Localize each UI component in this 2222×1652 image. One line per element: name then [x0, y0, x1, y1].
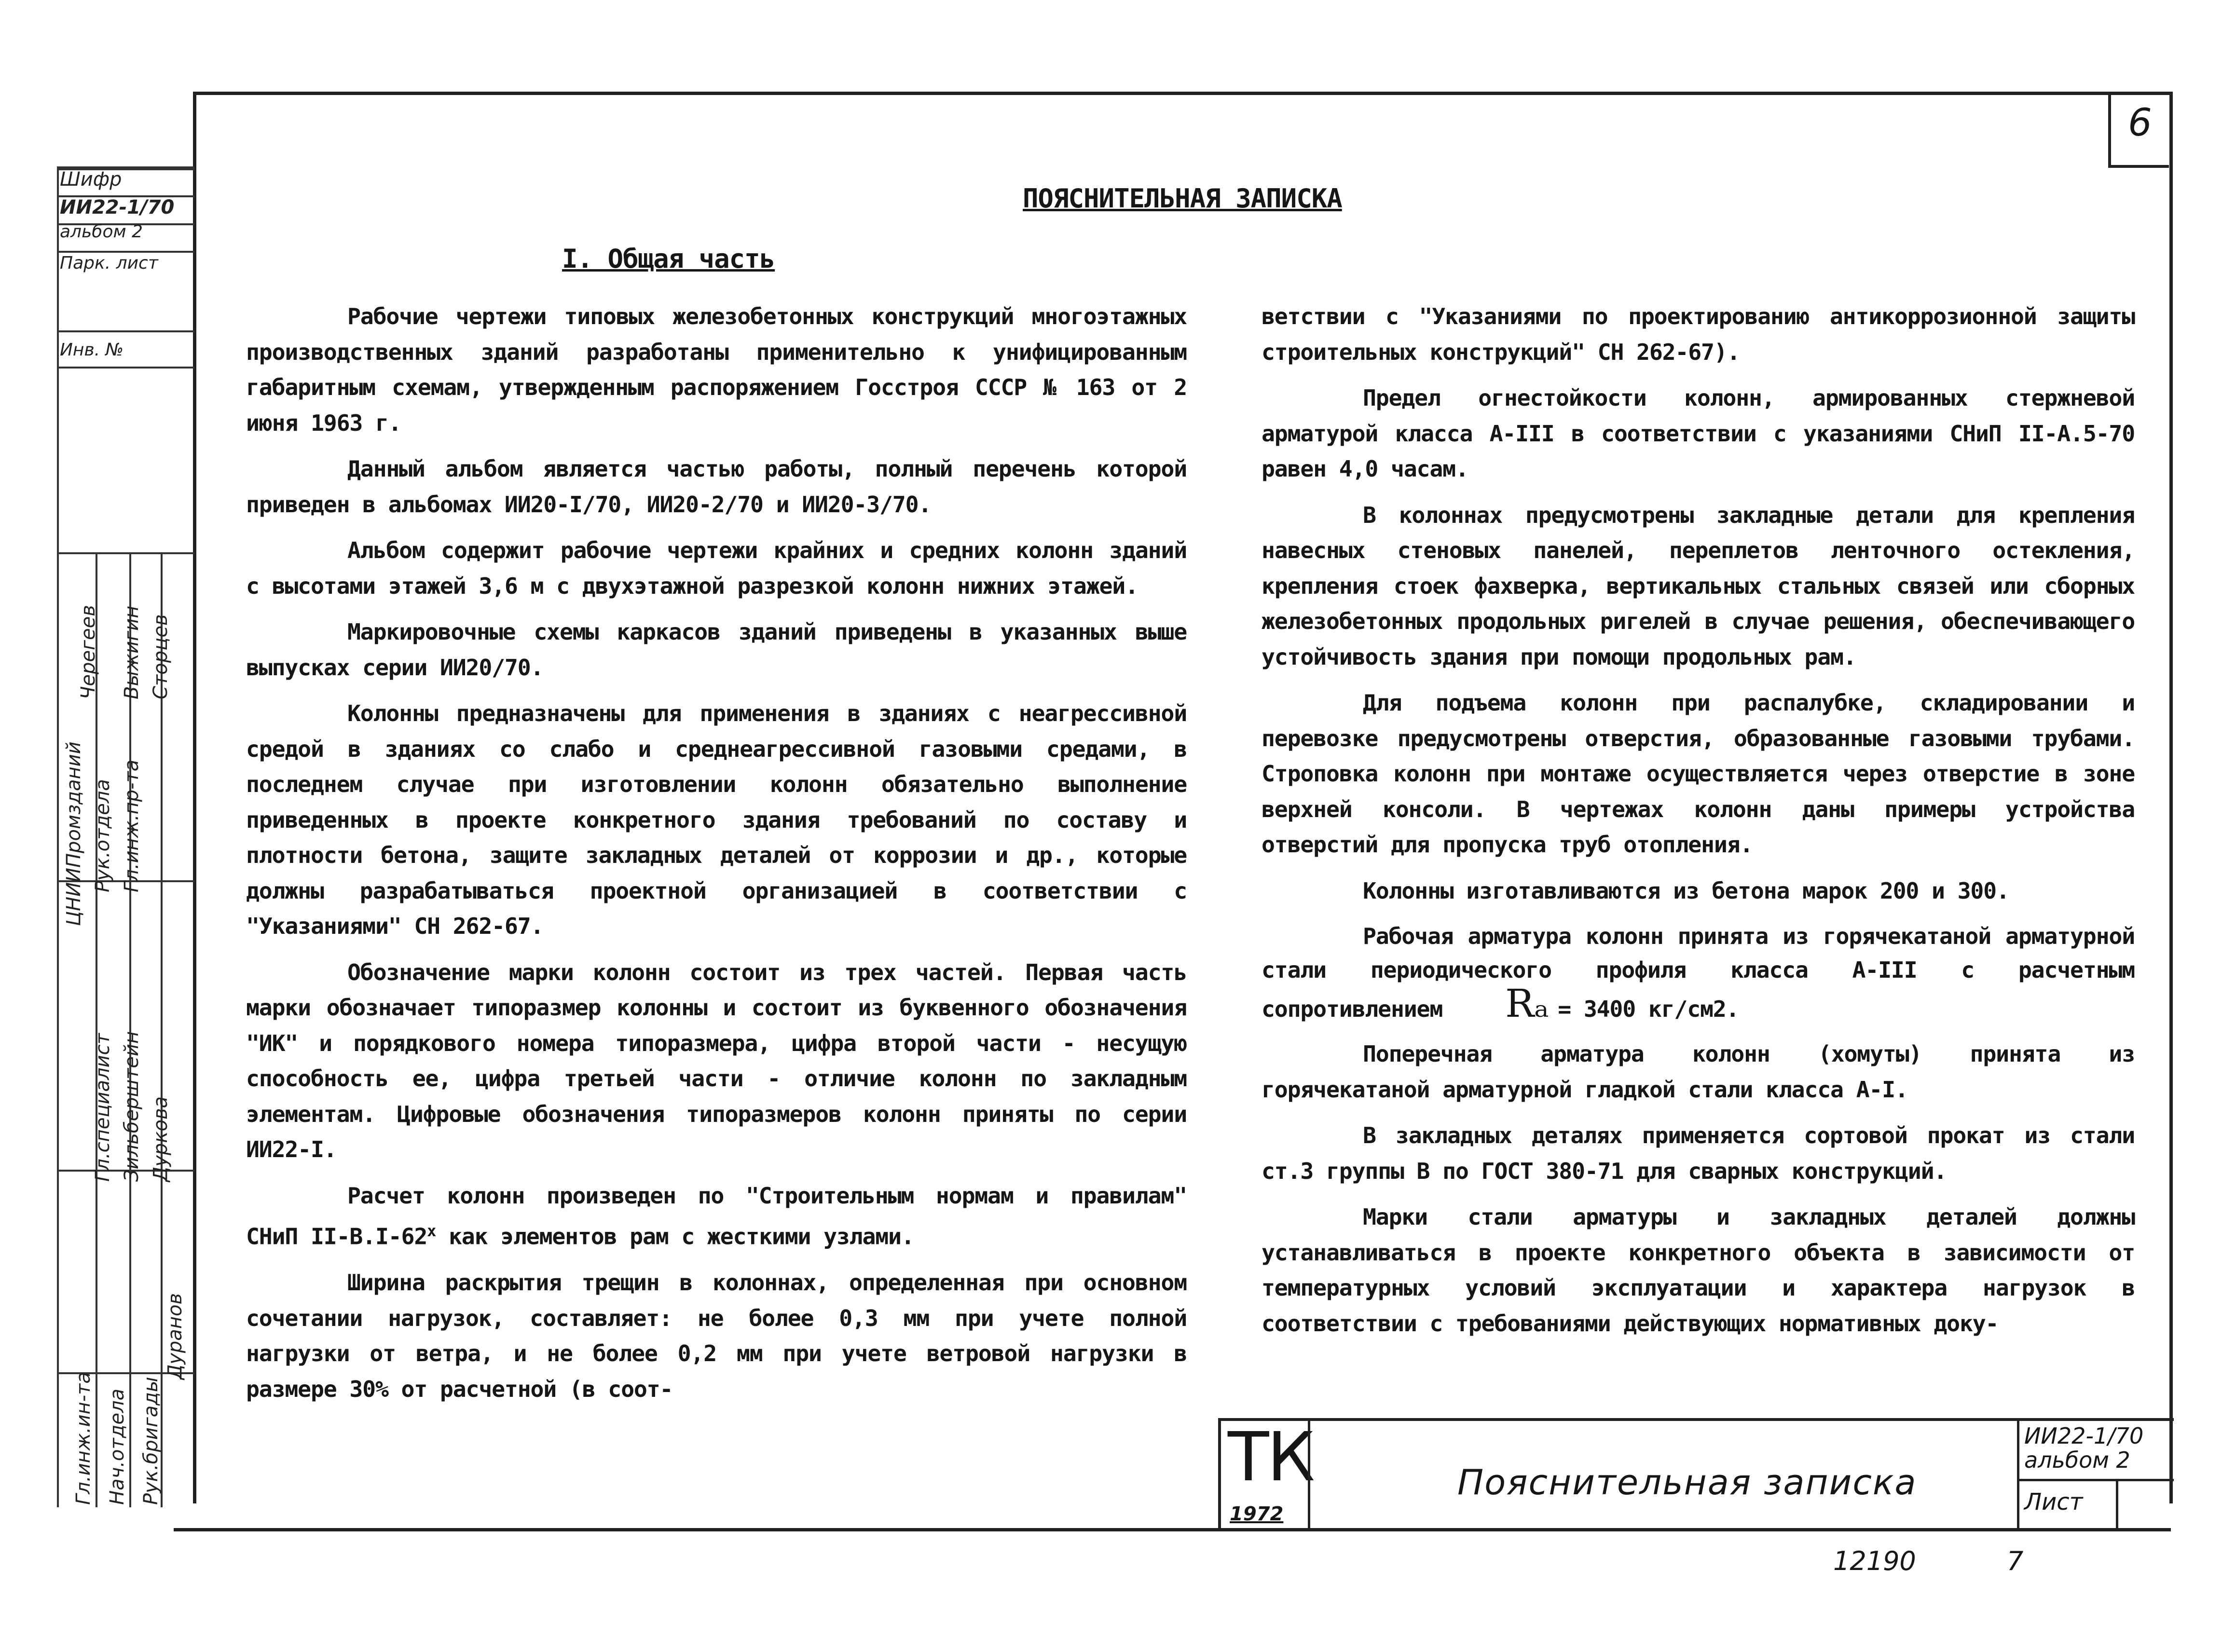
stamp-line	[57, 330, 194, 332]
stamp-line	[57, 367, 194, 369]
paragraph: Маркировочные схемы каркасов зданий приведены в указанных выше выпусках серии ИИ20/70.	[246, 619, 1187, 681]
cipher-value: ИИ22-1/70	[60, 196, 175, 218]
stamp-role: Рук.отдела	[92, 779, 114, 892]
paragraph: Рабочие чертежи типовых железобетонных конструкций многоэтажных производственных зданий разработаны применительно к унифицированным габаритным схемам, утвержденным распоряжением Госстроя СССР № 163 от 2 июня 1963 г.	[246, 303, 1187, 436]
album-label: альбом 2	[60, 222, 143, 242]
title-block-code	[2024, 1424, 2143, 1472]
paragraph: Альбом содержит рабочие чертежи крайних и средних колонн зданий с высотами этажей 3,6 м с двухэтажной разрезкой колонн нижних этажей.	[246, 537, 1187, 599]
ra-symbol: Rₐ	[1505, 981, 1550, 1026]
archive-page: 7	[2007, 1546, 2024, 1576]
stamp-name: Дуркова	[150, 1096, 172, 1182]
album-value: альбом 2	[2024, 1447, 2130, 1473]
left-text-column	[246, 299, 1187, 1418]
paragraph: Ширина раскрытия трещин в колоннах, определенная при основном сочетании нагрузок, составляет: не более 0,3 мм при учете полной нагрузки от ветра, и не более 0,2 мм при учете ветровой нагрузки в размере 30% от расчетной (в соот-	[246, 1270, 1187, 1402]
paragraph: Марки стали арматуры и закладных деталей должны устанавливаться в проекте конкретного объекта в зависимости от температурных условий эксплуатации и характера нагрузок в соответствии с требованиями действующих нормативных доку-	[1262, 1204, 2135, 1337]
page-number: 6	[2128, 101, 2152, 145]
stamp-org: ЦНИИПромзданий	[63, 741, 85, 926]
logo-year: 1972	[1230, 1503, 1284, 1525]
stamp-role: Нач.отдела	[106, 1388, 128, 1505]
paragraph: Для подъема колонн при распалубке, складировании и перевозке предусмотрены отверстия, образованные газовыми трубами. Строповка колонн при монтаже осуществляется через отверстие в зоне верхней консоли. В чертежах колонн даны примеры устройства отверстий для пропуска труб отопления.	[1262, 690, 2135, 858]
right-text-column	[1262, 299, 2135, 1352]
document-title: ПОЯСНИТЕЛЬНАЯ ЗАПИСКА	[1023, 183, 1342, 214]
paragraph: В колоннах предусмотрены закладные детали для крепления навесных стеновых панелей, переплетов ленточного остекления, крепления стоек фахверка, вертикальных стальных связей или сборных железобетонных продольных ригелей в случае решения, обеспечивающего устойчивость здания при помощи продольных рам.	[1262, 502, 2135, 670]
stamp-role: Гл.специалист	[92, 1033, 114, 1182]
stamp-name: Черегеев	[77, 605, 99, 699]
stamp-name: Дуранов	[164, 1293, 186, 1379]
stamp-role: Рук.бригады	[140, 1377, 162, 1505]
title-block-divider	[1308, 1421, 1310, 1531]
title-block	[1218, 1418, 2174, 1531]
inv-label: Инв. №	[60, 340, 124, 360]
rebar-text: Рабочая арматура колонн принята из горячекатаной арматурной стали периодического профиля класса А-III с расчетным сопротивлением	[1262, 923, 2135, 1022]
stamp-border-left	[57, 166, 59, 1507]
paragraph: ветствии с "Указаниями по проектированию антикоррозионной защиты строительных конструкций" СН 262-67).	[1262, 303, 2135, 365]
rebar-paragraph	[1262, 919, 2135, 1026]
page-number-box	[2108, 93, 2169, 168]
title-block-title: Пояснительная записка	[1457, 1462, 1917, 1502]
sheet-label: Парк. лист	[60, 253, 158, 273]
tk-logo: ТК	[1228, 1418, 1313, 1497]
paragraph: Поперечная арматура колонн (хомуты) принята из горячекатаной арматурной гладкой стали класса А-I.	[1262, 1041, 2135, 1103]
paragraph: Обозначение марки колонн состоит из трех частей. Первая часть марки обозначает типоразмер колонны и состоит из буквенного обозначения "ИК" и порядкового номера типоразмера, цифра второй части - несущую способность ее, цифра третьей части - отличие колонн по закладным элементам. Цифровые обозначения типоразмеров колонн приняты по серии ИИ22-I.	[246, 959, 1187, 1162]
title-block-row-line	[2017, 1479, 2174, 1481]
calc-text: Расчет колонн произведен по "Строительным нормам и правилам" СНиП II-В.I-62	[246, 1182, 1187, 1250]
calc-paragraph	[246, 1178, 1187, 1255]
paragraph: Колонны изготавливаются из бетона марок 200 и 300.	[1363, 877, 2009, 904]
stamp-name: Выжигин	[121, 605, 143, 699]
paragraph: Предел огнестойкости колонн, армированных стержневой арматурой класса А-III в соответствии с указаниями СНиП II-А.5-70 равен 4,0 часам.	[1262, 385, 2135, 482]
sheet-label: Лист	[2024, 1488, 2083, 1515]
superscript: x	[427, 1222, 436, 1240]
section-title: I. Общая часть	[562, 244, 775, 274]
stamp-line	[57, 251, 194, 253]
title-block-cell-line	[2116, 1479, 2118, 1531]
paragraph: В закладных деталях применяется сортовой прокат из стали ст.3 группы В по ГОСТ 380-71 для сварных конструкций.	[1262, 1122, 2135, 1184]
stamp-line	[57, 552, 194, 554]
stamp-role: Гл.инж.пр-та	[121, 759, 143, 892]
archive-number: 12190	[1833, 1546, 1916, 1576]
title-block-divider	[2017, 1421, 2019, 1531]
calc-text-end: как элементов рам с жесткими узлами.	[436, 1223, 914, 1250]
paragraph: Колонны предназначены для применения в зданиях с неагрессивной средой в зданиях со слабо и среднеагрессивной газовыми средами, в последнем случае при изготовлении колонн обязательно выполнение приведенных в проекте конкретного здания требований по составу и плотности бетона, защите закладных деталей от коррозии и др., которые должны разрабатываться проектной организацией в соответствии с "Указаниями" СН 262-67.	[246, 700, 1187, 939]
stamp-role: Гл.инж.ин-та	[72, 1372, 95, 1505]
rebar-value: = 3400 кг/см2.	[1558, 996, 1739, 1022]
paragraph: Данный альбом является частью работы, полный перечень которой приведен в альбомах ИИ20-I/70, ИИ20-2/70 и ИИ20-3/70.	[246, 456, 1187, 518]
cipher-label: Шифр	[60, 168, 122, 191]
stamp-name: Зильберштейн	[121, 1031, 143, 1182]
stamp-name: Сторцев	[150, 614, 172, 699]
code-value: ИИ22-1/70	[2024, 1423, 2144, 1449]
